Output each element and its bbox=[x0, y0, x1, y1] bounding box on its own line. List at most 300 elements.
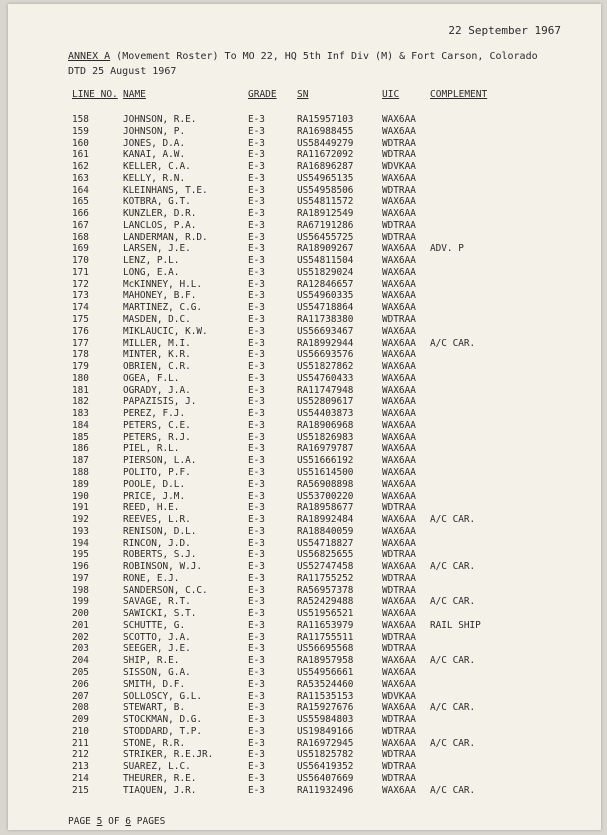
row-uic: WDTRAA bbox=[382, 231, 416, 243]
row-line-no: 192 bbox=[72, 514, 89, 526]
row-grade: E-3 bbox=[248, 678, 265, 690]
row-line-no: 203 bbox=[72, 643, 89, 655]
row-grade: E-3 bbox=[248, 725, 265, 737]
row-line-no: 174 bbox=[72, 302, 89, 314]
row-sn: RA16988455 bbox=[297, 125, 354, 137]
row-grade: E-3 bbox=[248, 502, 265, 514]
row-complement: A/C CAR. bbox=[430, 596, 476, 608]
row-grade: E-3 bbox=[248, 561, 265, 573]
row-name: STOCKMAN, D.G. bbox=[123, 714, 203, 726]
row-uic: WDTRAA bbox=[382, 749, 416, 761]
table-row bbox=[8, 491, 601, 503]
row-grade: E-3 bbox=[248, 314, 265, 326]
header-title: (Movement Roster) To MO 22, HQ 5th Inf Div (M) & Fort Carson, Colorado bbox=[110, 51, 538, 62]
col-header-uic: UIC bbox=[382, 89, 400, 100]
row-uic: WAX6AA bbox=[382, 466, 416, 478]
row-sn: US19849166 bbox=[297, 725, 354, 737]
row-uic: WAX6AA bbox=[382, 784, 416, 796]
row-sn: US54956661 bbox=[297, 666, 354, 678]
row-line-no: 196 bbox=[72, 561, 89, 573]
row-name: REED, H.E. bbox=[123, 502, 180, 514]
row-sn: RA18906968 bbox=[297, 419, 354, 431]
col-header-sn: SN bbox=[297, 89, 309, 100]
row-uic: WAX6AA bbox=[382, 419, 416, 431]
row-line-no: 175 bbox=[72, 314, 89, 326]
row-line-no: 181 bbox=[72, 384, 89, 396]
row-line-no: 199 bbox=[72, 596, 89, 608]
row-name: RENISON, D.L. bbox=[123, 525, 197, 537]
row-sn: US51825782 bbox=[297, 749, 354, 761]
row-line-no: 204 bbox=[72, 655, 89, 667]
row-line-no: 210 bbox=[72, 725, 89, 737]
table-row bbox=[8, 126, 601, 138]
row-uic: WAX6AA bbox=[382, 302, 416, 314]
document-date: 22 September 1967 bbox=[448, 24, 561, 37]
row-name: MINTER, K.R. bbox=[123, 349, 191, 361]
row-line-no: 190 bbox=[72, 490, 89, 502]
row-name: SMITH, D.F. bbox=[123, 678, 186, 690]
row-line-no: 209 bbox=[72, 714, 89, 726]
row-uic: WAX6AA bbox=[382, 525, 416, 537]
row-name: SAWICKI, S.T. bbox=[123, 608, 197, 620]
row-sn: US56407669 bbox=[297, 772, 354, 784]
col-header-grade: GRADE bbox=[248, 89, 277, 100]
table-row bbox=[8, 738, 601, 750]
row-grade: E-3 bbox=[248, 714, 265, 726]
row-name: LENZ, P.L. bbox=[123, 255, 180, 267]
row-line-no: 187 bbox=[72, 455, 89, 467]
row-uic: WAX6AA bbox=[382, 678, 416, 690]
row-line-no: 188 bbox=[72, 466, 89, 478]
row-line-no: 163 bbox=[72, 172, 89, 184]
row-line-no: 168 bbox=[72, 231, 89, 243]
row-sn: US51829024 bbox=[297, 266, 354, 278]
row-name: MAHONEY, B.F. bbox=[123, 290, 197, 302]
row-sn: RA11535153 bbox=[297, 690, 354, 702]
row-name: KLEINHANS, T.E. bbox=[123, 184, 208, 196]
row-grade: E-3 bbox=[248, 431, 265, 443]
row-sn: RA18992484 bbox=[297, 514, 354, 526]
row-sn: RA18958677 bbox=[297, 502, 354, 514]
page-label: PAGE bbox=[68, 816, 91, 827]
row-sn: RA11653979 bbox=[297, 619, 354, 631]
row-grade: E-3 bbox=[248, 608, 265, 620]
of-label: OF bbox=[108, 816, 120, 827]
row-line-no: 211 bbox=[72, 737, 89, 749]
row-grade: E-3 bbox=[248, 490, 265, 502]
table-row bbox=[8, 114, 601, 126]
row-uic: WDTRAA bbox=[382, 725, 416, 737]
row-uic: WDTRAA bbox=[382, 631, 416, 643]
row-sn: RA16979787 bbox=[297, 443, 354, 455]
row-uic: WAX6AA bbox=[382, 243, 416, 255]
row-name: JOHNSON, P. bbox=[123, 125, 186, 137]
row-grade: E-3 bbox=[248, 690, 265, 702]
row-grade: E-3 bbox=[248, 361, 265, 373]
row-name: KUNZLER, D.R. bbox=[123, 208, 197, 220]
row-uic: WAX6AA bbox=[382, 125, 416, 137]
row-sn: RA56957378 bbox=[297, 584, 354, 596]
row-sn: US54403873 bbox=[297, 408, 354, 420]
row-grade: E-3 bbox=[248, 666, 265, 678]
row-line-no: 183 bbox=[72, 408, 89, 420]
row-name: REEVES, L.R. bbox=[123, 514, 191, 526]
row-name: ROBERTS, S.J. bbox=[123, 549, 197, 561]
row-line-no: 195 bbox=[72, 549, 89, 561]
row-uic: WDTRAA bbox=[382, 219, 416, 231]
row-line-no: 166 bbox=[72, 208, 89, 220]
table-row bbox=[8, 220, 601, 232]
row-grade: E-3 bbox=[248, 549, 265, 561]
row-sn: US54718864 bbox=[297, 302, 354, 314]
row-uic: WAX6AA bbox=[382, 408, 416, 420]
row-complement: A/C CAR. bbox=[430, 337, 476, 349]
row-name: ROBINSON, W.J. bbox=[123, 561, 203, 573]
row-name: PRICE, J.M. bbox=[123, 490, 186, 502]
row-uic: WDTRAA bbox=[382, 643, 416, 655]
row-line-no: 178 bbox=[72, 349, 89, 361]
row-grade: E-3 bbox=[248, 243, 265, 255]
annex-label: ANNEX A bbox=[68, 51, 111, 62]
row-grade: E-3 bbox=[248, 231, 265, 243]
row-name: KELLER, C.A. bbox=[123, 161, 191, 173]
row-uic: WDTRAA bbox=[382, 314, 416, 326]
row-name: TIAQUEN, J.R. bbox=[123, 784, 197, 796]
row-name: PEREZ, F.J. bbox=[123, 408, 186, 420]
row-sn: RA52429488 bbox=[297, 596, 354, 608]
table-row bbox=[8, 785, 601, 797]
row-uic: WDTRAA bbox=[382, 137, 416, 149]
row-sn: RA11932496 bbox=[297, 784, 354, 796]
row-uic: WAX6AA bbox=[382, 266, 416, 278]
row-name: SOLLOSCY, G.L. bbox=[123, 690, 203, 702]
table-row bbox=[8, 749, 601, 761]
row-name: MIKLAUCIC, K.W. bbox=[123, 325, 208, 337]
row-line-no: 213 bbox=[72, 761, 89, 773]
row-grade: E-3 bbox=[248, 384, 265, 396]
row-complement: A/C CAR. bbox=[430, 737, 476, 749]
col-header-line-no: LINE NO. bbox=[72, 89, 118, 100]
row-uic: WAX6AA bbox=[382, 478, 416, 490]
table-row bbox=[8, 208, 601, 220]
row-name: SCHUTTE, G. bbox=[123, 619, 186, 631]
table-row bbox=[8, 279, 601, 291]
table-row bbox=[8, 138, 601, 150]
row-line-no: 212 bbox=[72, 749, 89, 761]
row-name: PAPAZISIS, J. bbox=[123, 396, 197, 408]
row-uic: WDTRAA bbox=[382, 502, 416, 514]
row-grade: E-3 bbox=[248, 572, 265, 584]
row-name: SUAREZ, L.C. bbox=[123, 761, 191, 773]
row-sn: US54958506 bbox=[297, 184, 354, 196]
row-sn: US54811572 bbox=[297, 196, 354, 208]
row-grade: E-3 bbox=[248, 302, 265, 314]
row-line-no: 186 bbox=[72, 443, 89, 455]
table-row bbox=[8, 573, 601, 585]
page-footer bbox=[68, 816, 165, 827]
row-uic: WAX6AA bbox=[382, 325, 416, 337]
row-uic: WAX6AA bbox=[382, 514, 416, 526]
row-line-no: 165 bbox=[72, 196, 89, 208]
table-row bbox=[8, 302, 601, 314]
row-name: KELLY, R.N. bbox=[123, 172, 186, 184]
table-row bbox=[8, 655, 601, 667]
row-uic: WAX6AA bbox=[382, 666, 416, 678]
row-name: KOTBRA, G.T. bbox=[123, 196, 191, 208]
row-name: JONES, D.A. bbox=[123, 137, 186, 149]
table-row bbox=[8, 255, 601, 267]
row-uic: WAX6AA bbox=[382, 619, 416, 631]
row-uic: WDTRAA bbox=[382, 184, 416, 196]
row-line-no: 193 bbox=[72, 525, 89, 537]
row-name: RONE, E.J. bbox=[123, 572, 180, 584]
row-sn: RA18957958 bbox=[297, 655, 354, 667]
row-name: SEEGER, J.E. bbox=[123, 643, 191, 655]
row-uic: WAX6AA bbox=[382, 561, 416, 573]
row-complement: A/C CAR. bbox=[430, 702, 476, 714]
row-name: THEURER, R.E. bbox=[123, 772, 197, 784]
col-header-complement: COMPLEMENT bbox=[430, 89, 488, 100]
row-uic: WAX6AA bbox=[382, 172, 416, 184]
row-uic: WDTRAA bbox=[382, 714, 416, 726]
row-grade: E-3 bbox=[248, 337, 265, 349]
row-grade: E-3 bbox=[248, 466, 265, 478]
row-sn: US54960335 bbox=[297, 290, 354, 302]
row-name: SHIP, R.E. bbox=[123, 655, 180, 667]
row-uic: WAX6AA bbox=[382, 372, 416, 384]
row-uic: WDTRAA bbox=[382, 772, 416, 784]
row-line-no: 158 bbox=[72, 114, 89, 125]
col-header-name: NAME bbox=[123, 89, 146, 100]
table-row bbox=[8, 290, 601, 302]
table-row bbox=[8, 714, 601, 726]
row-uic: WAX6AA bbox=[382, 384, 416, 396]
row-grade: E-3 bbox=[248, 631, 265, 643]
row-name: LANCLOS, P.A. bbox=[123, 219, 197, 231]
page-number: 5 bbox=[96, 816, 103, 827]
row-grade: E-3 bbox=[248, 172, 265, 184]
row-uic: WAX6AA bbox=[382, 208, 416, 220]
table-row bbox=[8, 443, 601, 455]
row-line-no: 191 bbox=[72, 502, 89, 514]
row-line-no: 197 bbox=[72, 572, 89, 584]
table-row bbox=[8, 467, 601, 479]
row-sn: US54965135 bbox=[297, 172, 354, 184]
row-uic: WDTRAA bbox=[382, 149, 416, 161]
row-name: STODDARD, T.P. bbox=[123, 725, 203, 737]
row-sn: RA18909267 bbox=[297, 243, 354, 255]
row-grade: E-3 bbox=[248, 655, 265, 667]
row-uic: WAX6AA bbox=[382, 737, 416, 749]
table-row bbox=[8, 679, 601, 691]
row-name: MASDEN, D.C. bbox=[123, 314, 191, 326]
row-line-no: 194 bbox=[72, 537, 89, 549]
row-uic: WAX6AA bbox=[382, 455, 416, 467]
table-row bbox=[8, 620, 601, 632]
row-name: PIERSON, L.A. bbox=[123, 455, 197, 467]
table-row bbox=[8, 396, 601, 408]
row-uic: WAX6AA bbox=[382, 337, 416, 349]
row-line-no: 184 bbox=[72, 419, 89, 431]
row-line-no: 182 bbox=[72, 396, 89, 408]
row-name: STRIKER, R.E.JR. bbox=[123, 749, 214, 761]
row-sn: RA67191286 bbox=[297, 219, 354, 231]
row-line-no: 207 bbox=[72, 690, 89, 702]
row-name: POOLE, D.L. bbox=[123, 478, 186, 490]
table-row bbox=[8, 514, 601, 526]
row-uic: WAX6AA bbox=[382, 290, 416, 302]
row-sn: RA11672092 bbox=[297, 149, 354, 161]
row-line-no: 169 bbox=[72, 243, 89, 255]
roster-page bbox=[8, 4, 601, 830]
table-row bbox=[8, 632, 601, 644]
row-grade: E-3 bbox=[248, 584, 265, 596]
table-row bbox=[8, 643, 601, 655]
table-row bbox=[8, 667, 601, 679]
table-row bbox=[8, 455, 601, 467]
row-sn: RA11755252 bbox=[297, 572, 354, 584]
table-row bbox=[8, 538, 601, 550]
row-name: PETERS, C.E. bbox=[123, 419, 191, 431]
table-row bbox=[8, 526, 601, 538]
row-sn: RA53524460 bbox=[297, 678, 354, 690]
row-grade: E-3 bbox=[248, 619, 265, 631]
row-line-no: 198 bbox=[72, 584, 89, 596]
row-uic: WAX6AA bbox=[382, 396, 416, 408]
table-row bbox=[8, 361, 601, 373]
table-row bbox=[8, 608, 601, 620]
row-uic: WAX6AA bbox=[382, 608, 416, 620]
row-line-no: 171 bbox=[72, 266, 89, 278]
table-row bbox=[8, 691, 601, 703]
table-row bbox=[8, 161, 601, 173]
row-uic: WAX6AA bbox=[382, 278, 416, 290]
table-row bbox=[8, 549, 601, 561]
row-line-no: 180 bbox=[72, 372, 89, 384]
table-row bbox=[8, 196, 601, 208]
row-line-no: 202 bbox=[72, 631, 89, 643]
row-grade: E-3 bbox=[248, 514, 265, 526]
row-grade: E-3 bbox=[248, 196, 265, 208]
row-name: LARSEN, J.E. bbox=[123, 243, 191, 255]
row-name: LONG, E.A. bbox=[123, 266, 180, 278]
row-uic: WDTRAA bbox=[382, 584, 416, 596]
row-sn: US51666192 bbox=[297, 455, 354, 467]
row-uic: WAX6AA bbox=[382, 655, 416, 667]
row-grade: E-3 bbox=[248, 137, 265, 149]
row-grade: E-3 bbox=[248, 537, 265, 549]
row-grade: E-3 bbox=[248, 761, 265, 773]
row-sn: US56419352 bbox=[297, 761, 354, 773]
row-complement: A/C CAR. bbox=[430, 561, 476, 573]
row-sn: RA16896287 bbox=[297, 161, 354, 173]
row-uic: WAX6AA bbox=[382, 443, 416, 455]
row-grade: E-3 bbox=[248, 114, 265, 125]
row-name: LANDERMAN, R.D. bbox=[123, 231, 208, 243]
row-sn: US56825655 bbox=[297, 549, 354, 561]
row-grade: E-3 bbox=[248, 396, 265, 408]
row-line-no: 215 bbox=[72, 784, 89, 796]
table-row bbox=[8, 585, 601, 597]
row-uic: WAX6AA bbox=[382, 349, 416, 361]
row-uic: WAX6AA bbox=[382, 490, 416, 502]
row-name: OGEA, F.L. bbox=[123, 372, 180, 384]
row-complement: A/C CAR. bbox=[430, 784, 476, 796]
row-grade: E-3 bbox=[248, 266, 265, 278]
row-uic: WAX6AA bbox=[382, 361, 416, 373]
row-uic: WAX6AA bbox=[382, 537, 416, 549]
row-name: MARTINEZ, C.G. bbox=[123, 302, 203, 314]
row-uic: WAX6AA bbox=[382, 702, 416, 714]
row-grade: E-3 bbox=[248, 184, 265, 196]
row-grade: E-3 bbox=[248, 408, 265, 420]
row-complement: A/C CAR. bbox=[430, 514, 476, 526]
row-name: OBRIEN, C.R. bbox=[123, 361, 191, 373]
row-name: PETERS, R.J. bbox=[123, 431, 191, 443]
table-row bbox=[8, 185, 601, 197]
row-name: STEWART, B. bbox=[123, 702, 186, 714]
row-sn: US51826983 bbox=[297, 431, 354, 443]
row-grade: E-3 bbox=[248, 478, 265, 490]
table-row bbox=[8, 561, 601, 573]
table-row bbox=[8, 726, 601, 738]
table-row bbox=[8, 432, 601, 444]
row-sn: RA16972945 bbox=[297, 737, 354, 749]
row-sn: US56455725 bbox=[297, 231, 354, 243]
row-grade: E-3 bbox=[248, 737, 265, 749]
row-uic: WDTRAA bbox=[382, 549, 416, 561]
row-line-no: 159 bbox=[72, 125, 89, 137]
row-uic: WAX6AA bbox=[382, 196, 416, 208]
header-line-1 bbox=[68, 51, 538, 62]
row-complement: ADV. P bbox=[430, 243, 464, 255]
row-grade: E-3 bbox=[248, 419, 265, 431]
row-sn: US51827862 bbox=[297, 361, 354, 373]
row-line-no: 170 bbox=[72, 255, 89, 267]
row-name: SCOTTO, J.A. bbox=[123, 631, 191, 643]
row-name: PIEL, R.L. bbox=[123, 443, 180, 455]
table-row bbox=[8, 408, 601, 420]
row-sn: RA18840059 bbox=[297, 525, 354, 537]
row-complement: A/C CAR. bbox=[430, 655, 476, 667]
roster-table-body bbox=[8, 114, 601, 796]
row-line-no: 177 bbox=[72, 337, 89, 349]
table-row bbox=[8, 420, 601, 432]
row-line-no: 162 bbox=[72, 161, 89, 173]
row-line-no: 172 bbox=[72, 278, 89, 290]
row-name: KANAI, A.W. bbox=[123, 149, 186, 161]
row-line-no: 200 bbox=[72, 608, 89, 620]
row-uic: WDTRAA bbox=[382, 572, 416, 584]
row-uic: WAX6AA bbox=[382, 431, 416, 443]
row-grade: E-3 bbox=[248, 161, 265, 173]
row-sn: US56693576 bbox=[297, 349, 354, 361]
row-sn: RA18992944 bbox=[297, 337, 354, 349]
row-line-no: 176 bbox=[72, 325, 89, 337]
row-uic: WDTRAA bbox=[382, 761, 416, 773]
table-row bbox=[8, 502, 601, 514]
row-grade: E-3 bbox=[248, 325, 265, 337]
row-name: SANDERSON, C.C. bbox=[123, 584, 208, 596]
row-grade: E-3 bbox=[248, 784, 265, 796]
row-sn: US54760433 bbox=[297, 372, 354, 384]
row-grade: E-3 bbox=[248, 525, 265, 537]
row-grade: E-3 bbox=[248, 278, 265, 290]
table-row bbox=[8, 267, 601, 279]
pages-label: PAGES bbox=[136, 816, 166, 827]
row-name: MILLER, M.I. bbox=[123, 337, 191, 349]
row-uic: WDVKAA bbox=[382, 161, 416, 173]
